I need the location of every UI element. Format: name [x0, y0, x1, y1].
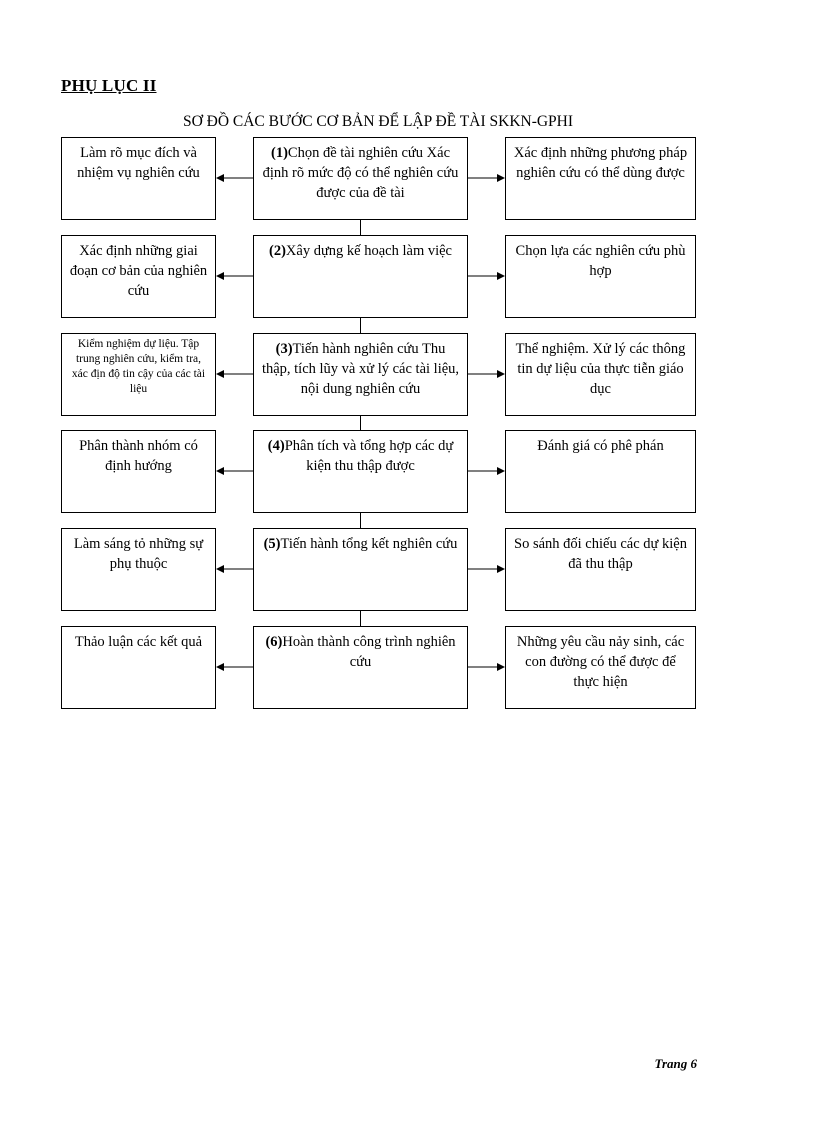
left-step-box-2: Xác định những giai đoạn cơ bản của nghiên cứu — [61, 235, 216, 318]
step-number: (5) — [263, 536, 281, 552]
right-step-box-1: Xác định những phương pháp nghiên cứu có thể dùng được — [505, 137, 696, 220]
step-number: (4) — [267, 438, 285, 454]
page-number: Trang 6 — [654, 1056, 697, 1071]
right-step-box-3: Thể nghiệm. Xử lý các thông tin dự liệu của thực tiễn giáo dục — [505, 333, 696, 416]
main-step-box-2 — [253, 235, 468, 318]
step-text: Chọn đề tài nghiên cứu Xác định rõ mức độ có thể nghiên cứu được của đề tài — [262, 145, 459, 201]
right-step-box-4: Đánh giá có phê phán — [505, 430, 696, 513]
step-number: (1) — [271, 145, 288, 161]
step-number: (6) — [265, 634, 283, 650]
step-number: (3) — [275, 341, 293, 357]
step-text: Tiến hành nghiên cứu Thu thập, tích lũy và xử lý các tài liệu, nội dung nghiên cứu — [261, 341, 460, 397]
right-step-box-2: Chọn lựa các nghiên cứu phù hợp — [505, 235, 696, 318]
main-step-box-4 — [253, 430, 468, 513]
right-step-box-6: Những yêu cầu nảy sinh, các con đường có thể được để thực hiện — [505, 626, 696, 709]
diagram-title: SƠ ĐỒ CÁC BƯỚC CƠ BẢN ĐỂ LẬP ĐỀ TÀI SKKN-GPHI — [182, 113, 574, 130]
left-step-box-6: Thảo luận các kết quả — [61, 626, 216, 709]
step-text: Xây dựng kế hoạch làm việc — [285, 243, 452, 259]
left-step-box-1: Làm rõ mục đích và nhiệm vụ nghiên cứu — [61, 137, 216, 220]
left-step-box-4: Phân thành nhóm có định hướng — [61, 430, 216, 513]
left-step-box-5: Làm sáng tỏ những sự phụ thuộc — [61, 528, 216, 611]
main-step-box-6 — [253, 626, 468, 709]
step-text: Hoàn thành công trình nghiên cứu — [282, 634, 456, 670]
right-step-box-5: So sánh đối chiếu các dự kiện đã thu thập — [505, 528, 696, 611]
appendix-heading: PHỤ LỤC II — [61, 76, 157, 95]
step-number: (2) — [268, 243, 286, 259]
main-step-box-1 — [253, 137, 468, 220]
step-text: Tiến hành tổng kết nghiên cứu — [280, 536, 458, 552]
main-step-box-5 — [253, 528, 468, 611]
main-step-box-3 — [253, 333, 468, 416]
step-text: Phân tích và tổng hợp các dự kiện thu thập được — [284, 438, 454, 474]
left-step-box-3: Kiểm nghiệm dự liệu. Tập trung nghiên cứu, kiểm tra, xác địn độ tin cậy của các tài liệu — [61, 333, 216, 416]
